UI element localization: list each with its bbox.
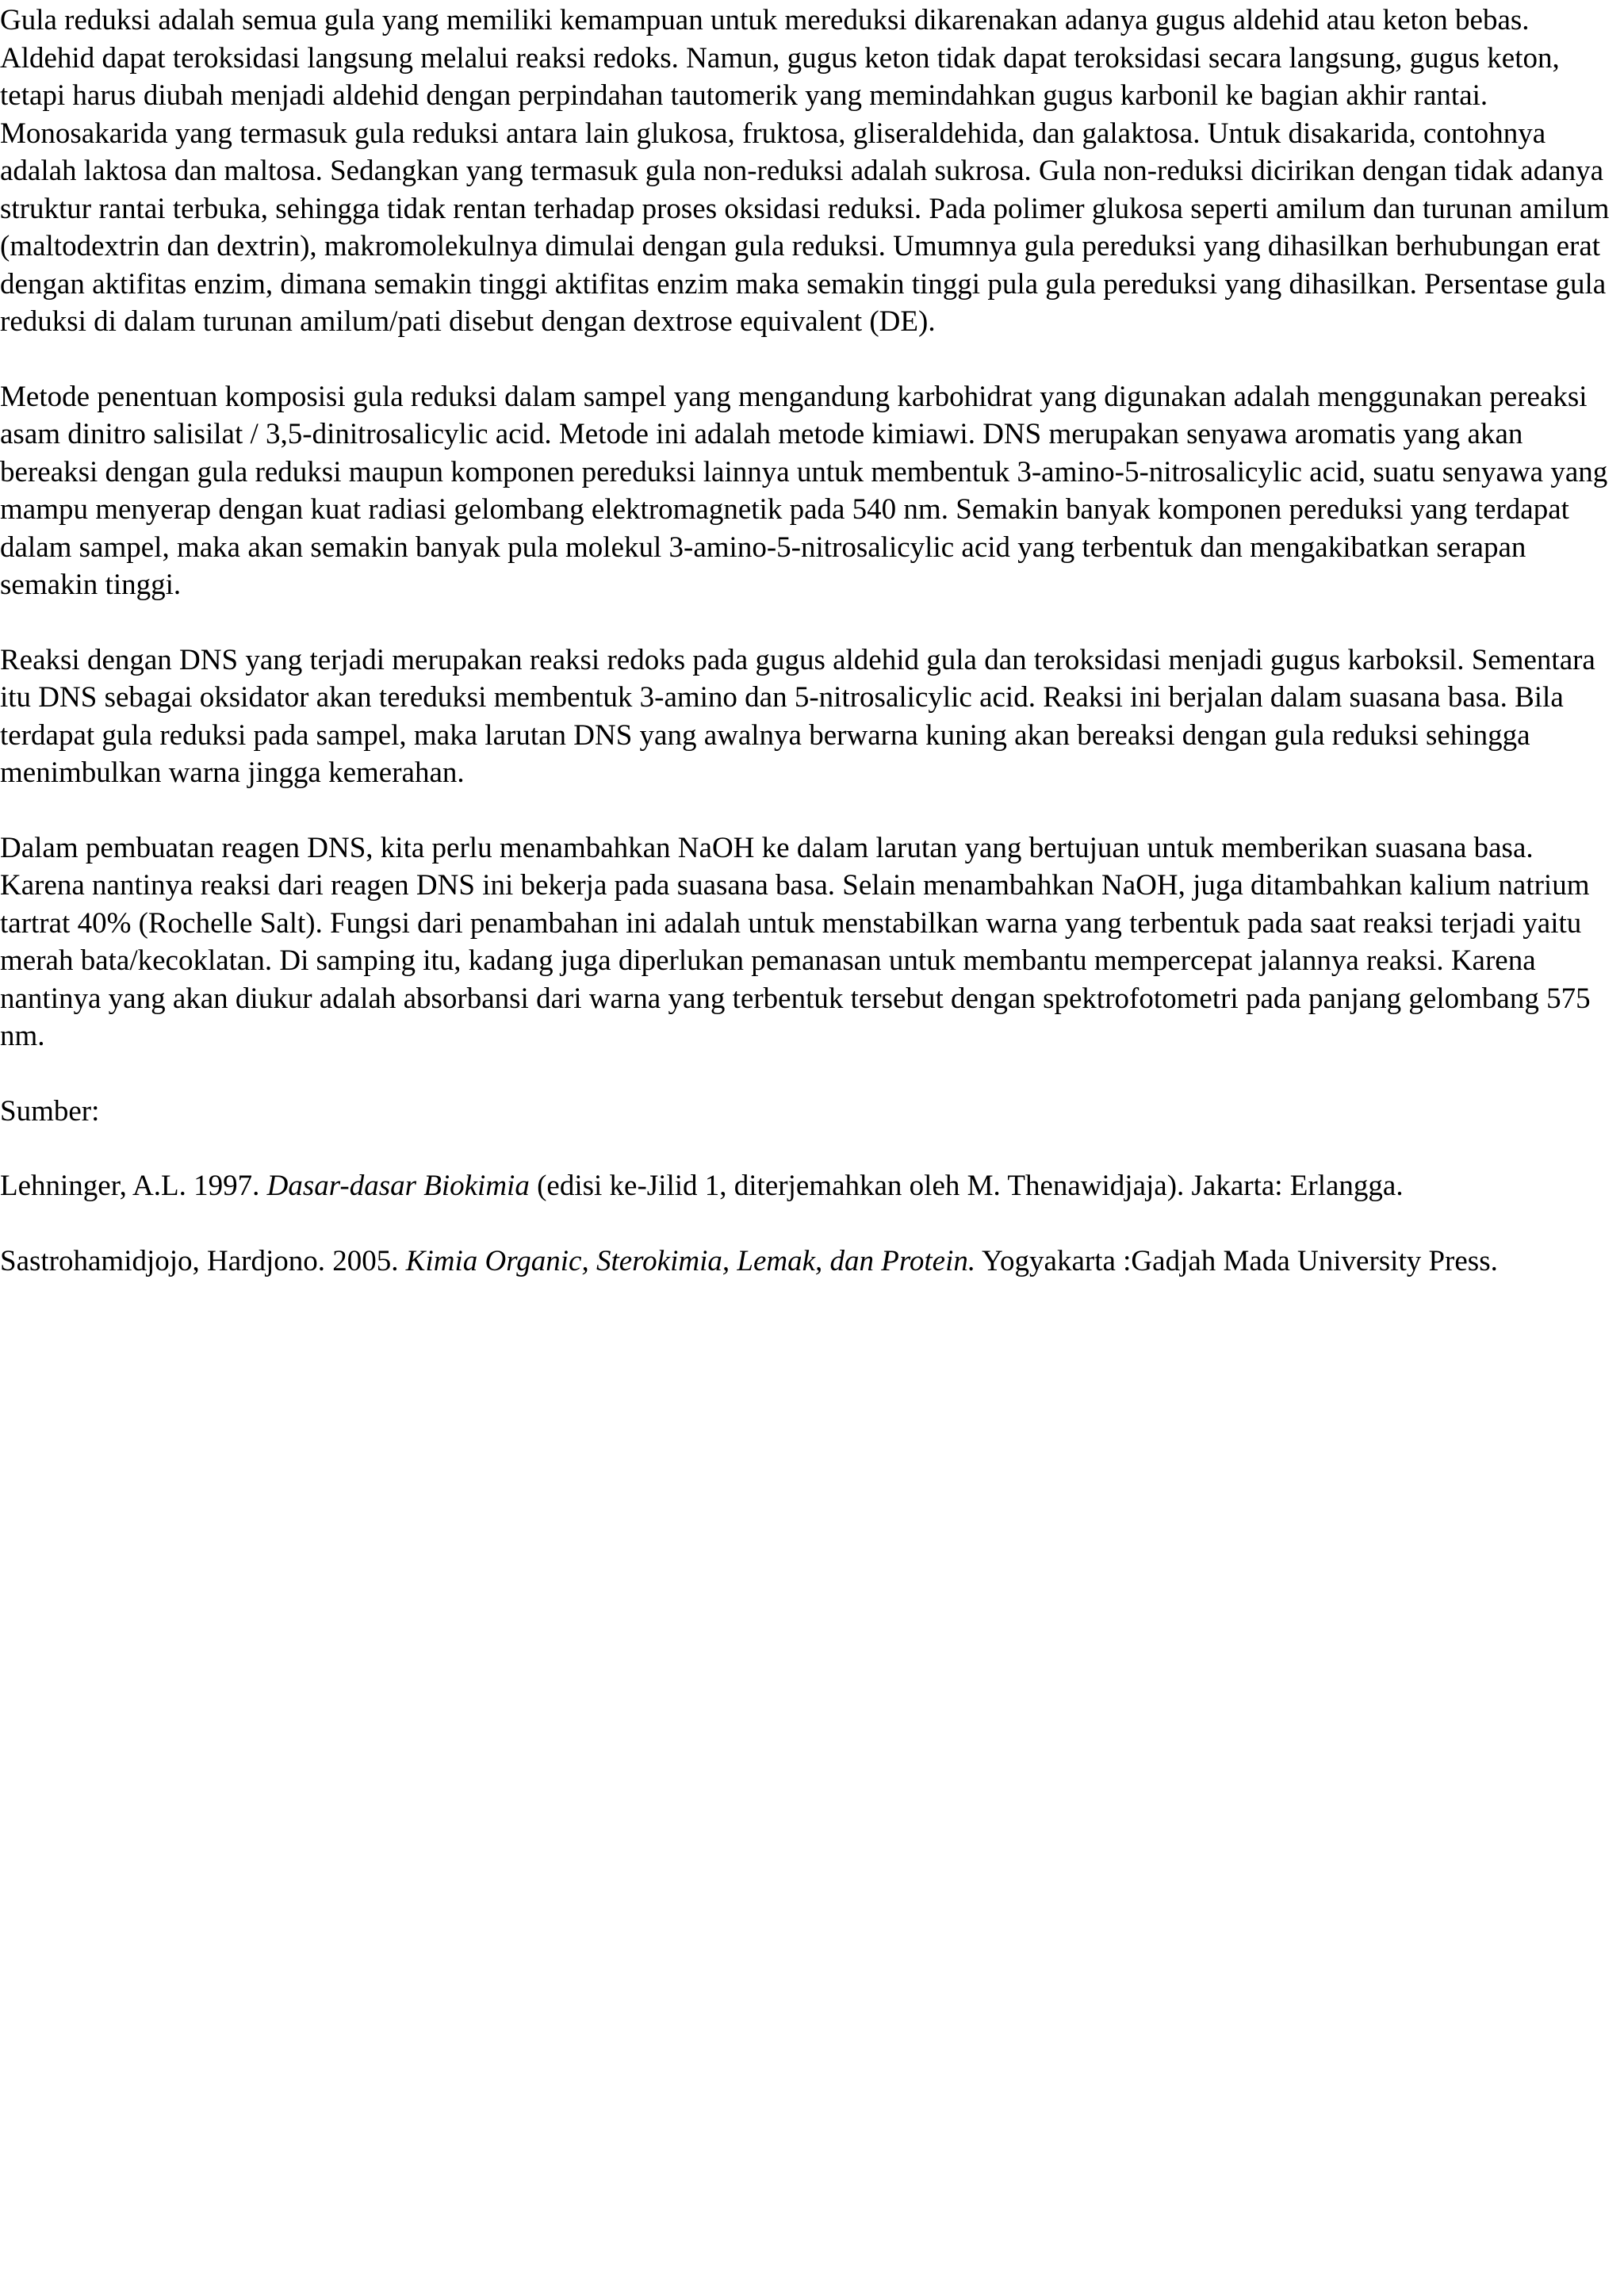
- paragraph-spacer: [0, 341, 1624, 378]
- reference-details: Yogyakarta :Gadjah Mada University Press.: [975, 1244, 1498, 1277]
- reference-title: Dasar-dasar Biokimia: [266, 1170, 530, 1202]
- reference-author-year: Lehninger, A.L. 1997.: [0, 1170, 267, 1202]
- paragraph-spacer: [0, 1130, 1624, 1167]
- reference-title: Kimia Organic, Sterokimia, Lemak, dan Protein.: [405, 1244, 976, 1277]
- reference-details: (edisi ke-Jilid 1, diterjemahkan oleh M. Thenawidjaja). Jakarta: Erlangga.: [529, 1170, 1404, 1202]
- paragraph-spacer: [0, 792, 1624, 829]
- paragraph-dns-method: Metode penentuan komposisi gula reduksi dalam sampel yang mengandung karbohidrat yang digunakan adalah menggunakan pereaksi asam dinitro salisilat / 3,5-dinitrosalicylic acid. Metode ini adalah metode kimiawi. DNS merupakan senyawa aromatis yang akan bereaksi dengan gula reduksi maupun komponen pereduksi lainnya untuk membentuk 3-amino-5-nitrosalicylic acid, suatu senyawa yang mampu menyerap dengan kuat radiasi gelombang elektromagnetik pada 540 nm. Semakin banyak komponen pereduksi yang terdapat dalam sampel, maka akan semakin banyak pula molekul 3-amino-5-nitrosalicylic acid yang terbentuk dan mengakibatkan serapan semakin tinggi.: [0, 380, 1608, 601]
- sources-heading: Sumber:: [0, 1094, 100, 1128]
- paragraph-spacer: [0, 604, 1624, 641]
- paragraph-spacer: [0, 1205, 1624, 1243]
- paragraph-reducing-sugar: Gula reduksi adalah semua gula yang memiliki kemampuan untuk mereduksi dikarenakan adanya gugus aldehid atau keton bebas. Aldehid dapat teroksidasi langsung melalui reaksi redoks. Namun, gugus keton tidak dapat teroksidasi secara langsung, gugus keton, tetapi harus diubah menjadi aldehid dengan perpindahan tautomerik yang memindahkan gugus karbonil ke bagian akhir rantai. Monosakarida yang termasuk gula reduksi antara lain glukosa, fruktosa, gliseraldehida, dan galaktosa. Untuk disakarida, contohnya adalah laktosa dan maltosa. Sedangkan yang termasuk gula non-reduksi adalah sukrosa. Gula non-reduksi dicirikan dengan tidak adanya struktur rantai terbuka, sehingga tidak rentan terhadap proses oksidasi reduksi. Pada polimer glukosa seperti amilum dan turunan amilum (maltodextrin dan dextrin), makromolekulnya dimulai dengan gula reduksi. Umumnya gula pereduksi yang dihasilkan berhubungan erat dengan aktifitas enzim, dimana semakin tinggi aktifitas enzim maka semakin tinggi pula gula pereduksi yang dihasilkan. Persentase gula reduksi di dalam turunan amilum/pati disebut dengan dextrose equivalent (DE).: [0, 4, 1610, 338]
- reference-author-year: Sastrohamidjojo, Hardjono. 2005.: [0, 1244, 406, 1277]
- reference-lehninger: [0, 1167, 1624, 1205]
- paragraph-spacer: [0, 1055, 1624, 1093]
- paragraph-dns-reaction: Reaksi dengan DNS yang terjadi merupakan reaksi redoks pada gugus aldehid gula dan teroksidasi menjadi gugus karboksil. Sementara itu DNS sebagai oksidator akan tereduksi membentuk 3-amino dan 5-nitrosalicylic acid. Reaksi ini berjalan dalam suasana basa. Bila terdapat gula reduksi pada sampel, maka larutan DNS yang awalnya berwarna kuning akan bereaksi dengan gula reduksi sehingga menimbulkan warna jingga kemerahan.: [0, 643, 1595, 789]
- paragraph-dns-reagent: Dalam pembuatan reagen DNS, kita perlu menambahkan NaOH ke dalam larutan yang bertujuan untuk memberikan suasana basa. Karena nantinya reaksi dari reagen DNS ini bekerja pada suasana basa. Selain menambahkan NaOH, juga ditambahkan kalium natrium tartrat 40% (Rochelle Salt). Fungsi dari penambahan ini adalah untuk menstabilkan warna yang terbentuk pada saat reaksi terjadi yaitu merah bata/kecoklatan. Di samping itu, kadang juga diperlukan pemanasan untuk membantu mempercepat jalannya reaksi. Karena nantinya yang akan diukur adalah absorbansi dari warna yang terbentuk tersebut dengan spektrofotometri pada panjang gelombang 575 nm.: [0, 831, 1591, 1052]
- reference-sastrohamidjojo: [0, 1243, 1624, 1281]
